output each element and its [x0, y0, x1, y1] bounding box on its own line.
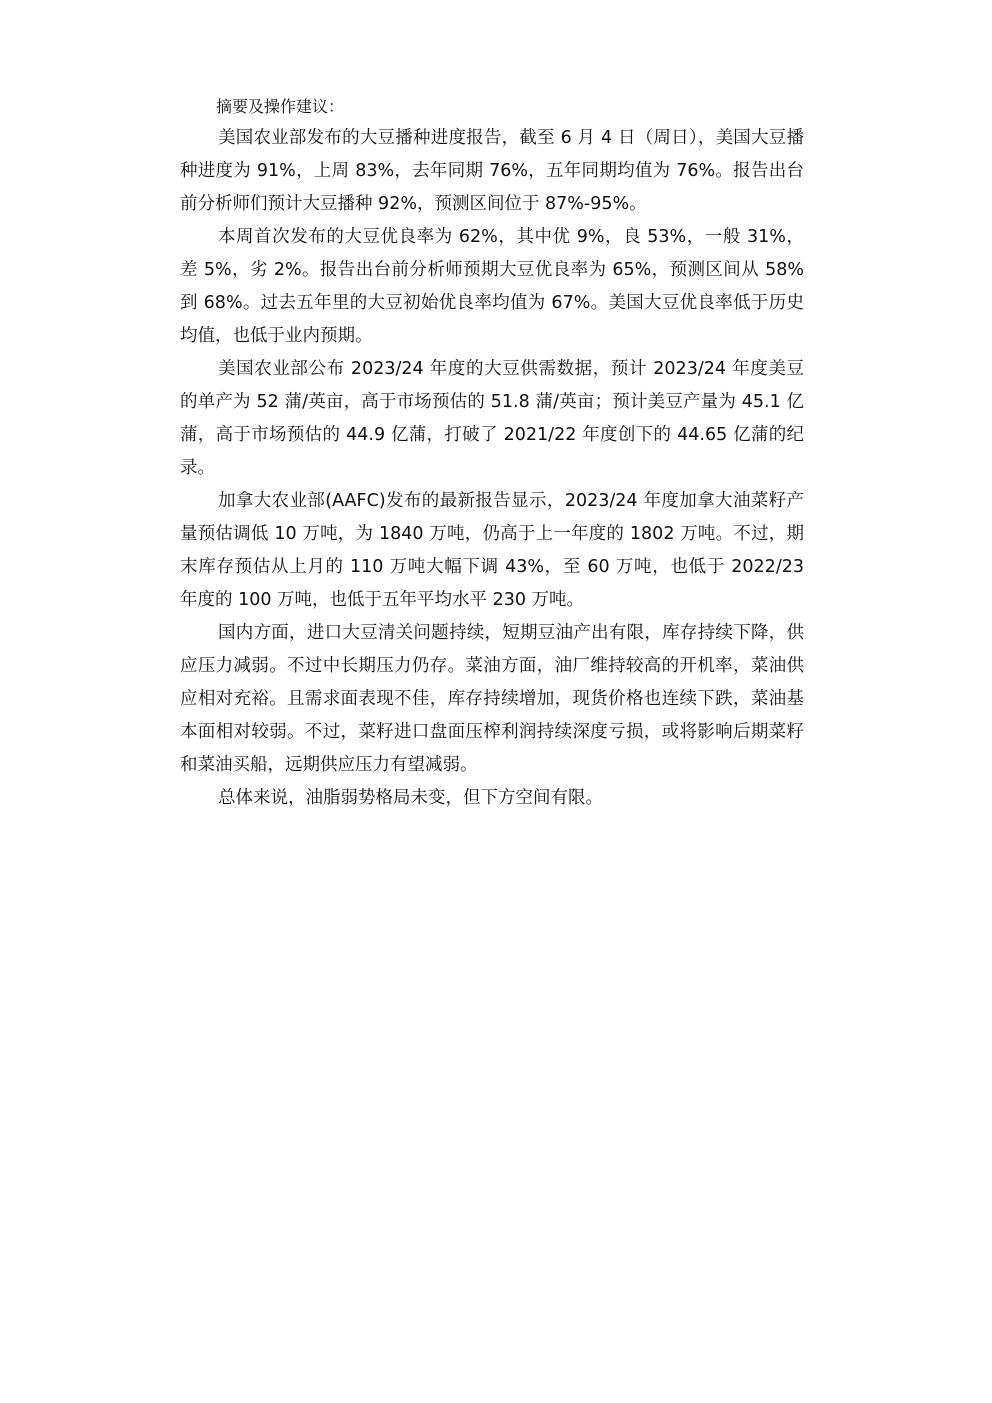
document-body	[180, 92, 804, 815]
paragraph-soybean-condition: 本周首次发布的大豆优良率为 62%，其中优 9%，良 53%，一般 31%，差 5%，劣 2%。报告出台前分析师预期大豆优良率为 65%，预测区间从 58%到 68%。过去五年里的大豆初始优良率均值为 67%。美国大豆优良率低于历史均值，也低于业内预期。	[180, 227, 804, 346]
paragraph-canada-canola: 加拿大农业部(AAFC)发布的最新报告显示，2023/24 年度加拿大油菜籽产量预估调低 10 万吨，为 1840 万吨，仍高于上一年度的 1802 万吨。不过，期末库存预估从上月的 110 万吨大幅下调 43%，至 60 万吨，也低于 2022/23 年度的 100 万吨，也低于五年平均水平 230 万吨。	[180, 491, 804, 610]
paragraph-domestic-market: 国内方面，进口大豆清关问题持续，短期豆油产出有限，库存持续下降，供应压力减弱。不过中长期压力仍存。菜油方面，油厂维持较高的开机率，菜油供应相对充裕。且需求面表现不佳，库存持续增加，现货价格也连续下跌，菜油基本面相对较弱。不过，菜籽进口盘面压榨利润持续深度亏损，或将影响后期菜籽和菜油买船，远期供应压力有望减弱。	[180, 623, 804, 775]
paragraph-conclusion: 总体来说，油脂弱势格局未变，但下方空间有限。	[218, 788, 603, 808]
paragraph-usda-supply-demand: 美国农业部公布 2023/24 年度的大豆供需数据，预计 2023/24 年度美豆的单产为 52 蒲/英亩，高于市场预估的 51.8 蒲/英亩；预计美豆产量为 45.1 亿蒲，高于市场预估的 44.9 亿蒲，打破了 2021/22 年度创下的 44.65 亿蒲的纪录。	[180, 359, 804, 478]
section-heading: 摘要及操作建议：	[216, 97, 345, 116]
paragraph-soybean-planting: 美国农业部发布的大豆播种进度报告，截至 6 月 4 日（周日），美国大豆播种进度为 91%，上周 83%，去年同期 76%，五年同期均值为 76%。报告出台前分析师们预计大豆播种 92%，预测区间位于 87%-95%。	[180, 128, 804, 214]
